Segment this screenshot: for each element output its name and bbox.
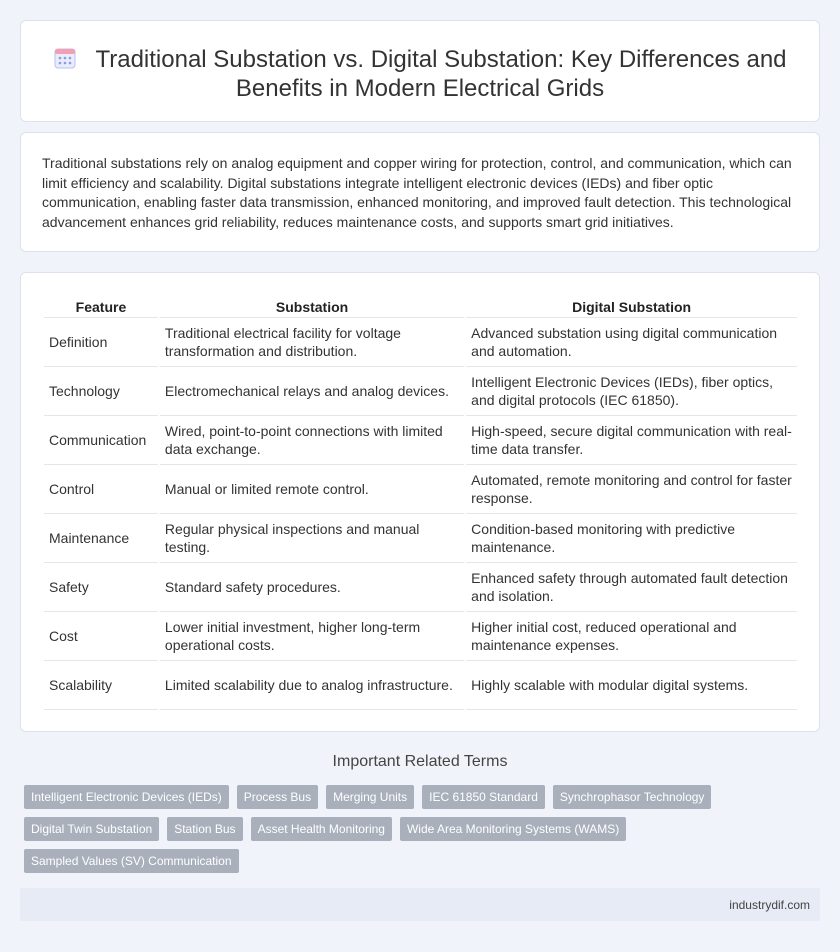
- digital-substation-cell: Enhanced safety through automated fault detection and isolation.: [466, 563, 797, 612]
- digital-substation-cell: Intelligent Electronic Devices (IEDs), fiber optics, and digital protocols (IEC 61850).: [466, 367, 797, 416]
- calendar-grid-icon: [53, 46, 77, 70]
- table-row: [44, 367, 797, 416]
- substation-cell: Lower initial investment, higher long-term operational costs.: [160, 612, 464, 661]
- related-terms-heading: Important Related Terms: [332, 753, 508, 770]
- substation-cell: Manual or limited remote control.: [160, 465, 464, 514]
- feature-cell: Scalability: [44, 661, 158, 710]
- feature-cell: Technology: [44, 367, 158, 416]
- header-digital-substation: Digital Substation: [466, 297, 797, 318]
- table-row: [44, 612, 797, 661]
- related-term-tag[interactable]: Station Bus: [167, 817, 242, 841]
- related-term-tag[interactable]: Intelligent Electronic Devices (IEDs): [24, 785, 229, 809]
- footer-bar: [20, 888, 820, 921]
- table-row: [44, 661, 797, 710]
- substation-cell: Wired, point-to-point connections with limited data exchange.: [160, 416, 464, 465]
- related-term-tag[interactable]: IEC 61850 Standard: [422, 785, 545, 809]
- table-row: [44, 416, 797, 465]
- table-row: [44, 465, 797, 514]
- digital-substation-cell: Automated, remote monitoring and control for faster response.: [466, 465, 797, 514]
- footer-site-link[interactable]: industrydif.com: [729, 898, 810, 912]
- related-terms-list: [24, 785, 724, 873]
- feature-cell: Control: [44, 465, 158, 514]
- digital-substation-cell: Highly scalable with modular digital systems.: [466, 661, 797, 710]
- related-term-tag[interactable]: Wide Area Monitoring Systems (WAMS): [400, 817, 626, 841]
- comparison-card: [20, 272, 820, 732]
- digital-substation-cell: Higher initial cost, reduced operational and maintenance expenses.: [466, 612, 797, 661]
- feature-cell: Communication: [44, 416, 158, 465]
- feature-cell: Cost: [44, 612, 158, 661]
- feature-cell: Maintenance: [44, 514, 158, 563]
- title-card: [20, 20, 820, 122]
- table-row: [44, 318, 797, 367]
- table-row: [44, 563, 797, 612]
- feature-cell: Definition: [44, 318, 158, 367]
- comparison-table: [42, 297, 799, 710]
- page-title: [51, 45, 789, 103]
- table-row: [44, 514, 797, 563]
- substation-cell: Traditional electrical facility for voltage transformation and distribution.: [160, 318, 464, 367]
- related-term-tag[interactable]: Merging Units: [326, 785, 414, 809]
- substation-cell: Standard safety procedures.: [160, 563, 464, 612]
- page-title-text: Traditional Substation vs. Digital Substation: Key Differences and Benefits in Modern Electrical Grids: [95, 46, 787, 102]
- header-feature: Feature: [44, 297, 158, 318]
- intro-card: [20, 132, 820, 252]
- header-substation: Substation: [160, 297, 464, 318]
- substation-cell: Electromechanical relays and analog devices.: [160, 367, 464, 416]
- related-term-tag[interactable]: Synchrophasor Technology: [553, 785, 712, 809]
- related-term-tag[interactable]: Asset Health Monitoring: [251, 817, 392, 841]
- digital-substation-cell: Condition-based monitoring with predictive maintenance.: [466, 514, 797, 563]
- feature-cell: Safety: [44, 563, 158, 612]
- table-header-row: [44, 297, 797, 318]
- substation-cell: Regular physical inspections and manual testing.: [160, 514, 464, 563]
- related-term-tag[interactable]: Process Bus: [237, 785, 318, 809]
- intro-paragraph: Traditional substations rely on analog equipment and copper wiring for protection, control, and communication, which can limit efficiency and scalability. Digital substations integrate intelligent electronic devices (IEDs) and fiber optic communication, enabling faster data transmission, enhanced monitoring, and improved fault detection. This technological advancement enhances grid reliability, reduces maintenance costs, and supports smart grid initiatives.: [42, 155, 792, 230]
- substation-cell: Limited scalability due to analog infrastructure.: [160, 661, 464, 710]
- digital-substation-cell: Advanced substation using digital communication and automation.: [466, 318, 797, 367]
- related-term-tag[interactable]: Digital Twin Substation: [24, 817, 159, 841]
- digital-substation-cell: High-speed, secure digital communication with real-time data transfer.: [466, 416, 797, 465]
- related-term-tag[interactable]: Sampled Values (SV) Communication: [24, 849, 239, 873]
